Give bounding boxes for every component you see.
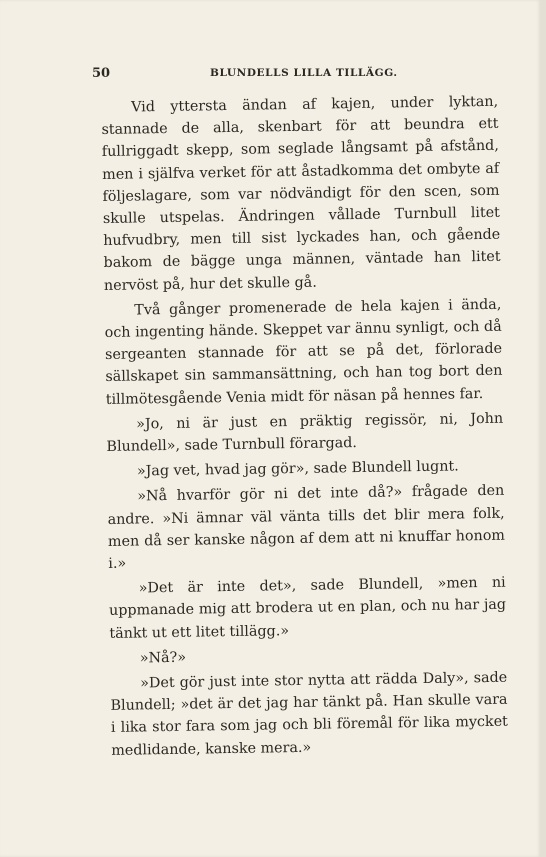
paragraph: »Det gör just inte stor nytta att rädda Daly», sade Blundell; »det är det jag har tänkt på. Han skulle vara i lika stor fara som jag och bli föremål för lika mycket medlidande, kanske mera.» bbox=[110, 669, 508, 759]
page-header bbox=[92, 66, 502, 86]
paragraph: Vid yttersta ändan af kajen, under lyktan, stannade de alla, skenbart för att beundra ett fullriggadt skepp, som seglade långsamt på afstånd, men i själfva verket för att åstadkomma det ombyte af följeslagare, som var nödvändigt för den scen, som skulle utspelas. Ändringen vållade Turnbull litet hufvudbry, men till sist lyckades han, och gående bakom de bägge unga männen, väntade han litet nervöst på, hur det skulle gå. bbox=[101, 93, 501, 294]
running-title: BLUNDELLS LILLA TILLÄGG. bbox=[210, 67, 398, 79]
paragraph: »Jo, ni är just en präktig regissör, ni, John Blundell», sade Turnbull förargad. bbox=[106, 410, 504, 456]
paragraph: »Det är inte det», sade Blundell, »men ni uppmanade mig att brodera ut en plan, och nu har jag tänkt ut ett litet tillägg.» bbox=[108, 574, 507, 642]
paragraph: »Nå?» bbox=[139, 649, 187, 667]
page-number: 50 bbox=[92, 66, 111, 81]
body-text bbox=[101, 91, 508, 765]
paragraph: »Nå hvarför gör ni det inte då?» frågade den andre. »Ni ämnar väl vänta tills det blir mera folk, men då ser kanske någon af dem att ni knuffar honom i.» bbox=[107, 483, 506, 573]
paragraph: Två gånger promenerade de hela kajen i ända, och ingenting hände. Skeppet var ännu synligt, och då sergeanten stannade för att se på det, förlorade sällskapet sin sammansättning, och han tog bort den tillmötesgående Venia midt för näsan på hennes far. bbox=[104, 296, 503, 408]
paragraph: »Jag vet, hvad jag gör», sade Blundell lugnt. bbox=[136, 458, 459, 480]
